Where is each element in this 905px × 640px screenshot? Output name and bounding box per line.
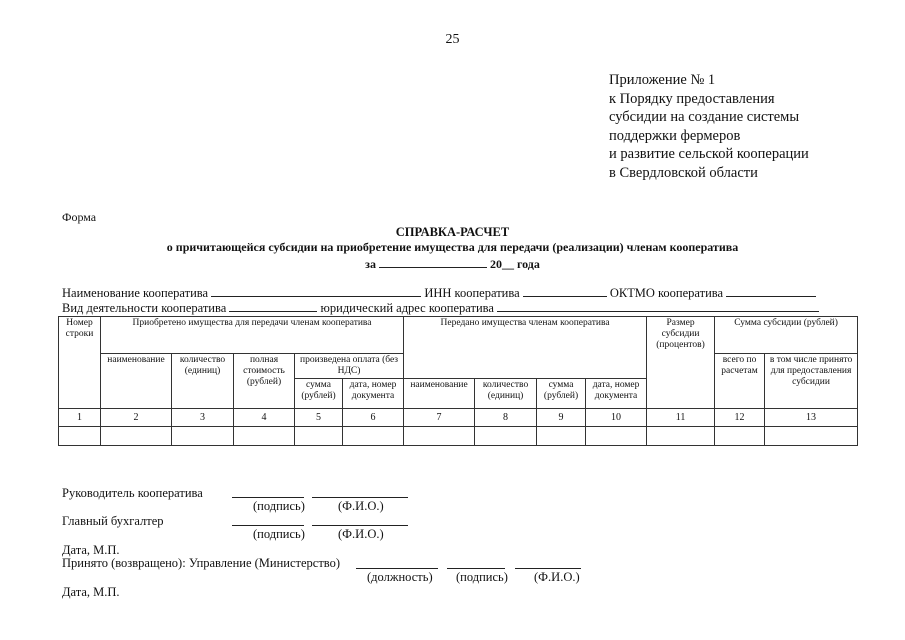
table-row <box>59 427 858 446</box>
document-title: СПРАВКА-РАСЧЕТ <box>395 225 510 239</box>
column-number: 5 <box>295 409 343 427</box>
column-number: 1 <box>59 409 101 427</box>
table-cell[interactable] <box>715 427 765 446</box>
table-cell[interactable] <box>404 427 475 446</box>
accepted-fio-line[interactable] <box>515 567 581 569</box>
column-number: 9 <box>537 409 586 427</box>
column-number: 7 <box>404 409 475 427</box>
period-prefix: за <box>365 257 376 271</box>
period-blank[interactable] <box>379 256 487 268</box>
column-number: 10 <box>586 409 647 427</box>
header-full-cost: полная стоимость (рублей) <box>234 354 295 409</box>
activity-field[interactable] <box>229 300 317 312</box>
header-sum: сумма (рублей) <box>295 379 343 409</box>
column-numbers-row <box>59 409 858 427</box>
header-t-quantity: количество (единиц) <box>475 379 537 409</box>
column-number: 8 <box>475 409 537 427</box>
table-cell[interactable] <box>59 427 101 446</box>
header-subsidy-sum: Сумма субсидии (рублей) <box>715 317 858 354</box>
table-cell[interactable] <box>172 427 234 446</box>
inn-label: ИНН кооператива <box>424 286 520 300</box>
coop-name-label: Наименование кооператива <box>62 286 209 300</box>
header-payment: произведена оплата (без НДС) <box>295 354 404 379</box>
header-row-number: Номер строки <box>59 317 101 409</box>
appendix-line: и развитие сельской кооперации <box>609 146 809 162</box>
period-year: 20__ года <box>489 257 540 271</box>
coop-name-field[interactable] <box>211 285 421 297</box>
accountant-fio-caption: (Ф.И.О.) <box>338 527 384 541</box>
table-cell[interactable] <box>295 427 343 446</box>
appendix-line: в Свердловской области <box>609 164 758 181</box>
coop-info-line-1 <box>62 285 816 301</box>
appendix-line: поддержки фермеров <box>609 127 741 144</box>
header-acquired: Приобретено имущества для передачи членам кооператива <box>101 317 404 354</box>
head-fio-caption: (Ф.И.О.) <box>338 499 384 513</box>
table-cell[interactable] <box>586 427 647 446</box>
header-subsidy-size: Размер субсидии (процентов) <box>647 317 715 409</box>
date-mp-2: Дата, М.П. <box>62 585 120 599</box>
accountant-signature-line[interactable] <box>232 524 304 526</box>
table-cell[interactable] <box>647 427 715 446</box>
appendix-block <box>609 71 809 182</box>
header-t-name: наименование <box>404 379 475 409</box>
head-label: Руководитель кооператива <box>62 486 203 500</box>
column-number: 11 <box>647 409 715 427</box>
accountant-label: Главный бухгалтер <box>62 514 164 528</box>
page-number: 25 <box>445 32 460 47</box>
column-number: 4 <box>234 409 295 427</box>
header-name: наименование <box>101 354 172 409</box>
header-transferred: Передано имущества членам кооператива <box>404 317 647 379</box>
accountant-fio-line[interactable] <box>312 524 408 526</box>
table-cell[interactable] <box>475 427 537 446</box>
column-number: 13 <box>765 409 858 427</box>
appendix-line: к Порядку предоставления <box>609 90 775 107</box>
header-date-doc: дата, номер документа <box>343 379 404 409</box>
table-cell[interactable] <box>765 427 858 446</box>
column-number: 3 <box>172 409 234 427</box>
address-label: юридический адрес кооператива <box>320 301 494 315</box>
column-number: 6 <box>343 409 404 427</box>
accepted-signature-line[interactable] <box>447 567 505 569</box>
head-signature-caption: (подпись) <box>253 499 305 513</box>
period-line <box>0 256 905 272</box>
table-cell[interactable] <box>234 427 295 446</box>
coop-info-line-2 <box>62 300 819 316</box>
accountant-signature-caption: (подпись) <box>253 527 305 541</box>
head-signature-line[interactable] <box>232 496 304 498</box>
column-number: 12 <box>715 409 765 427</box>
oktmo-field[interactable] <box>726 285 816 297</box>
header-t-date-doc: дата, номер документа <box>586 379 647 409</box>
accepted-by-label: Принято (возвращено): Управление (Министерство) <box>62 556 341 570</box>
position-caption: (должность) <box>367 570 433 584</box>
position-line[interactable] <box>356 567 438 569</box>
table-cell[interactable] <box>343 427 404 446</box>
document-subtitle: о причитающейся субсидии на приобретение имущества для передачи (реализации) членам кооператива <box>166 240 739 254</box>
accepted-signature-caption: (подпись) <box>456 570 508 584</box>
table-cell[interactable] <box>101 427 172 446</box>
address-field[interactable] <box>497 300 819 312</box>
appendix-line: Приложение № 1 <box>609 72 716 88</box>
header-total-calc: всего по расчетам <box>715 354 765 409</box>
appendix-line: субсидии на создание системы <box>609 109 800 125</box>
table-cell[interactable] <box>537 427 586 446</box>
inn-field[interactable] <box>523 285 607 297</box>
head-fio-line[interactable] <box>312 496 408 498</box>
form-label: Форма <box>62 210 97 224</box>
column-number: 2 <box>101 409 172 427</box>
accepted-fio-caption: (Ф.И.О.) <box>534 570 580 584</box>
header-t-sum: сумма (рублей) <box>537 379 586 409</box>
header-quantity: количество (единиц) <box>172 354 234 409</box>
header-accepted: в том числе принято для предоставления субсидии <box>765 354 858 409</box>
subsidy-table <box>58 316 858 446</box>
date-mp-1: Дата, М.П. <box>62 543 120 557</box>
oktmo-label: ОКТМО кооператива <box>609 286 724 300</box>
activity-label: Вид деятельности кооператива <box>62 301 227 315</box>
